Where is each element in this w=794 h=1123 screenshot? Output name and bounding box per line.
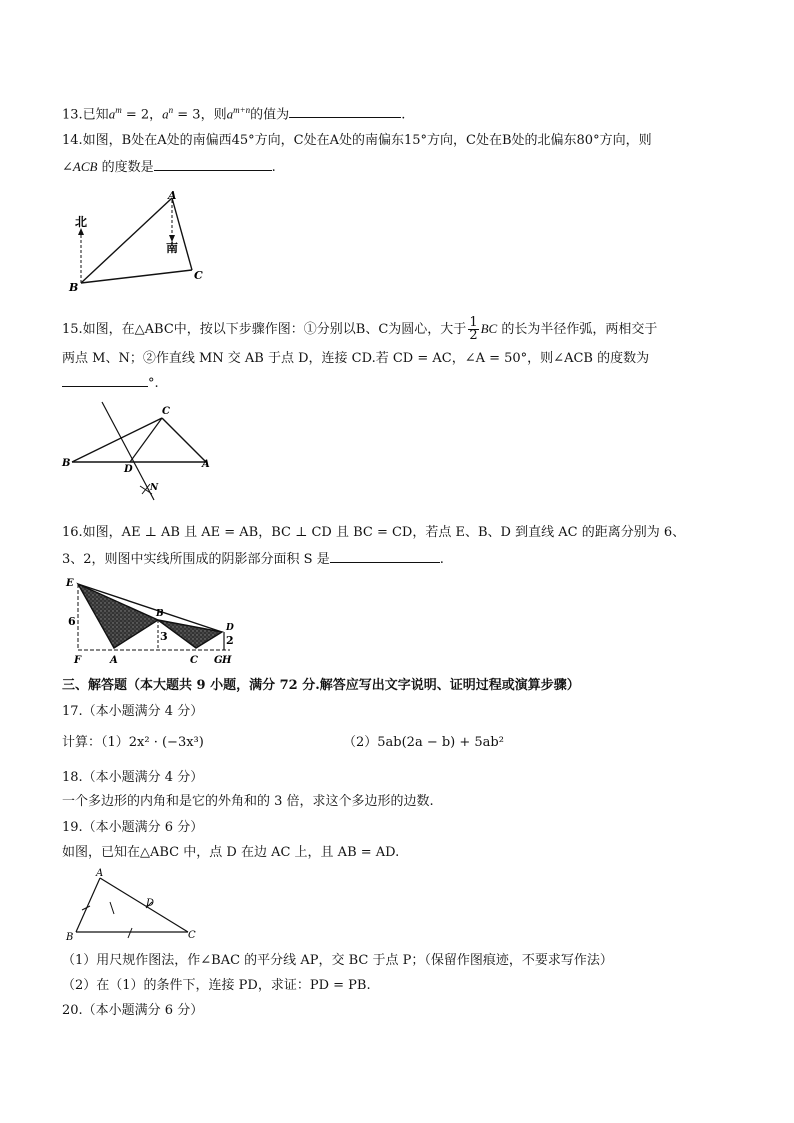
q19-line-ab [76, 878, 100, 932]
q14-label-north: 北 [75, 215, 88, 229]
q14-line-ac [172, 198, 192, 270]
q13-eq1-sup: m [115, 105, 122, 115]
q13-prefix: 13.已知 [62, 107, 109, 123]
q19-label-a: A [96, 868, 104, 879]
q15-bc: BC [480, 321, 498, 336]
q16-figure [64, 574, 242, 666]
q13-eq2: a [162, 106, 169, 122]
q15-label-c: C [162, 406, 170, 417]
q18-head: 18.（本小题满分 4 分） [62, 770, 204, 785]
q14-line1: 14.如图，B处在A处的南偏西45°方向，C处在A处的南偏东15°方向，C处在B处的北偏东80°方向，则 [62, 133, 652, 148]
q15-label-b: B [62, 458, 71, 469]
q14-line2 [62, 158, 276, 177]
q13-then: ，则 [200, 107, 227, 123]
q16-label-3: 3 [160, 630, 168, 643]
q19-label-b: B [66, 932, 74, 943]
q13-eq1-rhs: = 2 [121, 107, 150, 123]
q15-end: °. [148, 376, 159, 391]
q15-fraction [468, 317, 478, 342]
q15-figure [60, 398, 225, 503]
q16-line2 [62, 550, 444, 569]
q13-answer-blank[interactable] [289, 105, 401, 118]
q13-eq3: a [226, 106, 234, 122]
q15-label-n: N [150, 483, 159, 493]
q16-line1: 16.如图，AE ⊥ AB 且 AE = AB，BC ⊥ CD 且 BC = CD，若点 E、B、D 到直线 AC 的距离分别为 6、 [62, 525, 686, 540]
q14-label-c: C [194, 269, 203, 282]
q20-head: 20.（本小题满分 6 分） [62, 1003, 204, 1018]
q19-figure [62, 866, 202, 944]
q16-label-g: G [214, 655, 223, 666]
q16-end: . [439, 552, 444, 567]
q14-label-south: 南 [166, 241, 179, 255]
q14-angle: ∠ACB [62, 159, 98, 174]
q15-line1 [62, 314, 657, 344]
q17-part1: 计算：（1）2x² · (−3x³) [62, 735, 204, 750]
q15-line-bc [72, 418, 162, 462]
section3-heading: 三、解答题（本大题共 9 小题，满分 72 分.解答应写出文字说明、证明过程或演算步骤） [62, 678, 580, 693]
q16-label-6: 6 [68, 615, 76, 628]
q19-label-d: D [146, 898, 155, 909]
q15-label-d: D [124, 464, 133, 475]
q13-end: . [401, 107, 406, 123]
q15-frac-num: 1 [469, 315, 478, 330]
q19-line-ac [100, 878, 188, 932]
q19-part1: （1）用尺规作图法，作∠BAC 的平分线 AP，交 BC 于点 P；（保留作图痕迹，不要求写作法） [62, 953, 613, 968]
q13-line [62, 101, 405, 124]
q13-value: 的值为 [250, 107, 290, 123]
q15-line2: 两点 M、N；②作直线 MN 交 AB 于点 D，连接 CD.若 CD = AC，∠A = 50°，则∠ACB 的度数为 [62, 351, 650, 366]
q15-text-c: 的长为半径作弧，两相交于 [497, 322, 658, 337]
q14-text: 的度数是 [97, 160, 154, 175]
q15-line-mn [102, 402, 154, 500]
q17-part2: （2）5ab(2a − b) + 5ab² [343, 735, 504, 750]
q13-eq2-rhs: = 3 [173, 107, 201, 123]
q14-figure [64, 190, 224, 295]
q14-label-a: A [168, 190, 177, 202]
q16-answer-blank[interactable] [330, 550, 440, 563]
q16-label-e: E [66, 578, 74, 589]
q19-part2: （2）在（1）的条件下，连接 PD，求证：PD = PB. [62, 978, 371, 993]
q16-text: 3、2，则图中实线所围成的阴影部分面积 S 是 [62, 552, 330, 567]
q15-line-ca [162, 418, 206, 462]
q15-text-a: 15.如图，在△ABC中，按以下步骤作图：①分别以B、C为圆心，大于 [62, 322, 467, 337]
q16-label-2: 2 [226, 634, 234, 647]
q15-frac-den: 2 [469, 328, 478, 343]
q16-label-d: D [226, 623, 234, 633]
q15-answer-blank[interactable] [62, 374, 148, 387]
q14-end: . [271, 160, 276, 175]
q17-head: 17.（本小题满分 4 分） [62, 704, 204, 719]
q15-label-a: A [202, 459, 210, 470]
q13-eq2-sup: n [168, 105, 174, 115]
q14-line-ab [81, 198, 172, 283]
q19-label-c: C [188, 930, 196, 941]
q19-body: 如图，已知在△ABC 中，点 D 在边 AC 上，且 AB = AD. [62, 845, 400, 860]
q15-line-cd [130, 418, 162, 462]
q16-shaded-left [78, 584, 158, 648]
q18-body: 一个多边形的内角和是它的外角和的 3 倍，求这个多边形的边数. [62, 794, 434, 809]
q14-label-b: B [69, 281, 79, 294]
q13-eq1: a [108, 106, 116, 122]
q14-line-bc [81, 270, 192, 283]
q16-label-b: B [156, 609, 164, 619]
q14-answer-blank[interactable] [154, 158, 272, 171]
q15-line3 [62, 374, 159, 393]
q19-head: 19.（本小题满分 6 分） [62, 820, 204, 835]
q13-comma: ， [149, 107, 163, 123]
q16-label-c: C [190, 655, 198, 666]
q13-eq3-sup: m+n [233, 105, 251, 115]
q14-north-arrowhead [78, 228, 84, 235]
q16-label-h: H [222, 655, 232, 666]
q16-label-a: A [110, 655, 118, 666]
q16-label-f: F [74, 655, 82, 666]
